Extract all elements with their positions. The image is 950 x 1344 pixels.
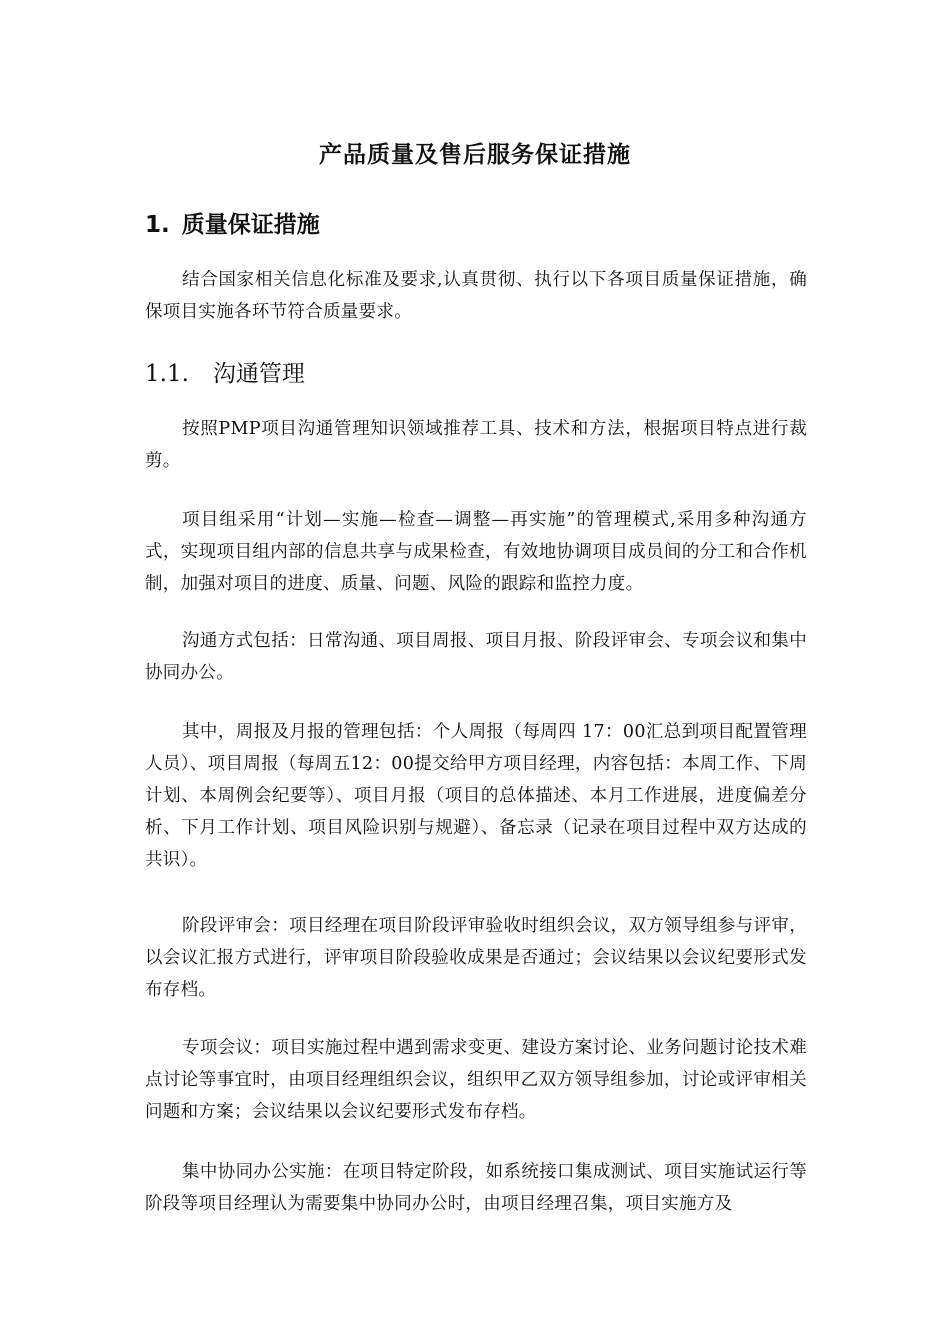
subsection-heading-text: 沟通管理 xyxy=(212,361,305,387)
paragraph-communication-methods: 沟通方式包括：日常沟通、项目周报、项目月报、阶段评审会、专项会议和集中协同办公。 xyxy=(145,631,807,683)
subsection-number: 1.1. xyxy=(145,361,189,387)
document-title: 产品质量及售后服务保证措施 xyxy=(319,142,631,168)
subsection-heading-communication xyxy=(145,356,305,392)
paragraph-collaborative-office: 集中协同办公实施：在项目特定阶段，如系统接口集成测试、项目实施试运行等阶段等项目经理认为需要集中协同办公时，由项目经理召集，项目实施方及 xyxy=(145,1162,807,1214)
paragraph-pmp-method: 按照PMP项目沟通管理知识领域推荐工具、技术和方法，根据项目特点进行裁剪。 xyxy=(145,419,807,471)
section-heading-quality-assurance xyxy=(145,208,320,242)
paragraph-management-mode: 项目组采用“计划—实施—检查—调整—再实施”的管理模式,采用多种沟通方式，实现项目组内部的信息共享与成果检查，有效地协调项目成员间的分工和合作机制，加强对项目的进度、质量、问题、风险的跟踪和监控力度。 xyxy=(145,510,807,594)
paragraph-special-meeting: 专项会议：项目实施过程中遇到需求变更、建设方案讨论、业务问题讨论技术难点讨论等事宜时，由项目经理组织会议，组织甲乙双方领导组参加，讨论或评审相关问题和方案；会议结果以会议纪要形式发布存档。 xyxy=(145,1038,807,1122)
section-intro-paragraph: 结合国家相关信息化标准及要求,认真贯彻、执行以下各项目质量保证措施，确保项目实施各环节符合质量要求。 xyxy=(145,270,807,322)
paragraph-weekly-monthly-reports: 其中，周报及月报的管理包括：个人周报（每周四 17：00汇总到项目配置管理人员）、项目周报（每周五12：00提交给甲方项目经理，内容包括：本周工作、下周计划、本周例会纪要等）、项目月报（项目的总体描述、本月工作进展，进度偏差分析、下月工作计划、项目风险识别与规避）、备忘录（记录在项目过程中双方达成的共识）。 xyxy=(145,722,807,870)
section-number: 1. xyxy=(145,212,170,238)
paragraph-phase-review-meeting: 阶段评审会：项目经理在项目阶段评审验收时组织会议，双方领导组参与评审，以会议汇报方式进行，评审项目阶段验收成果是否通过；会议结果以会议纪要形式发布存档。 xyxy=(145,916,807,1000)
section-heading-text: 质量保证措施 xyxy=(181,212,320,238)
